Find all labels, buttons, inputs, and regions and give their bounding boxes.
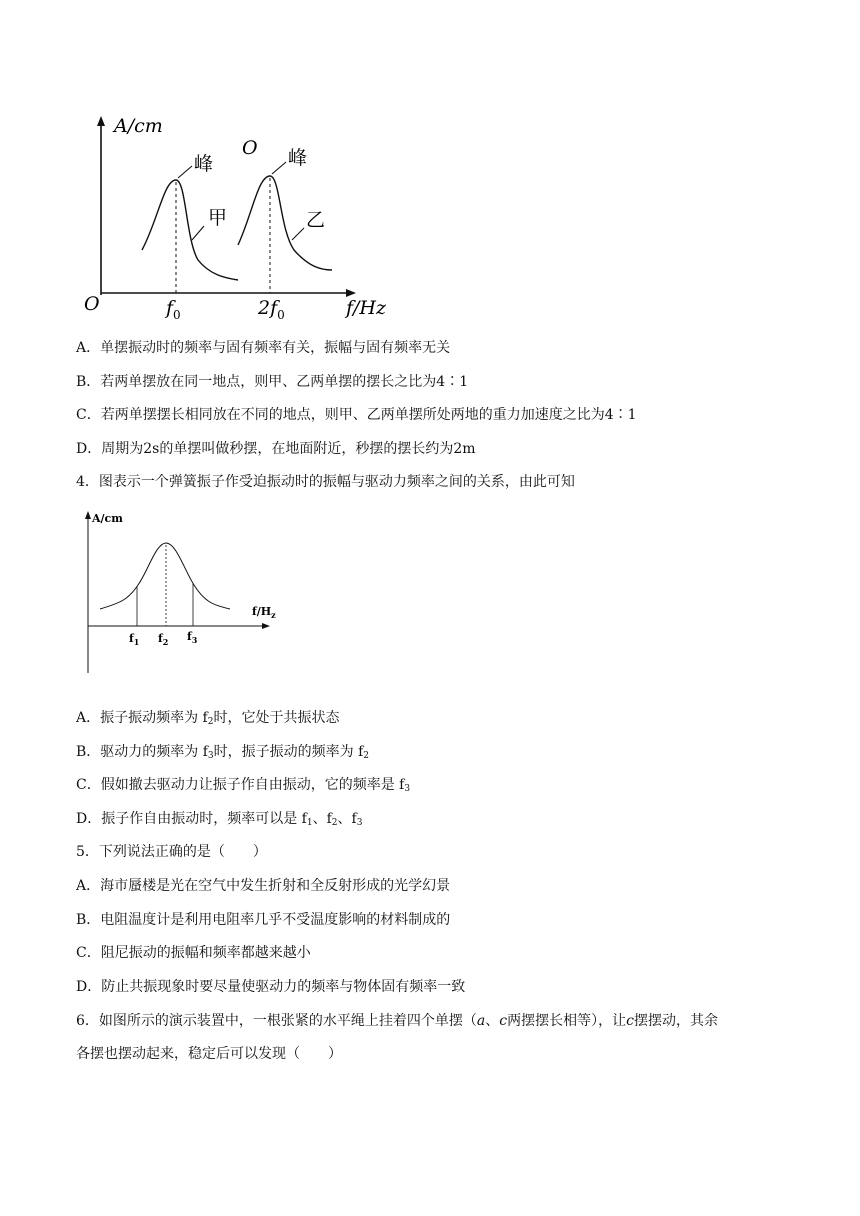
resonance-figure-2 — [80, 505, 280, 680]
resonance-curve — [100, 543, 230, 609]
x-axis-arrow — [346, 289, 356, 297]
tick-label-f0: $f_0$ — [166, 297, 181, 322]
peak-label-left: 峰 — [194, 153, 214, 175]
q4-option-b: B．驱动力的频率为 $f_3$时，振子振动的频率为 $f_2$ — [76, 744, 370, 761]
leader-peak-left — [178, 166, 192, 178]
y-axis-label: A/cm — [92, 512, 123, 525]
peak-label-right: 峰 — [288, 147, 308, 169]
q5-stem: 5．下列说法正确的是（ ） — [76, 844, 267, 860]
q6-stem-line-2: 各摆也摆动起来，稳定后可以发现（ ） — [76, 1046, 342, 1062]
y-axis-arrow — [97, 116, 105, 126]
y-axis-label: A/cm — [114, 115, 163, 137]
q4-option-d: D．振子作自由振动时，频率可以是 $f_1$、$f_2$、$f_3$ — [76, 811, 363, 828]
tick-label-f3: $f_3$ — [187, 630, 198, 645]
q3-option-b: B．若两单摆放在同一地点，则甲、乙两单摆的摆长之比为4∶1 — [76, 374, 469, 390]
q5-option-a: A．海市蜃楼是光在空气中发生折射和全反射形成的光学幻景 — [76, 878, 451, 894]
q4-option-a: A．振子振动频率为 $f_2$时，它处于共振状态 — [76, 710, 340, 727]
q3-option-d: D．周期为2s的单摆叫做秒摆，在地面附近，秒摆的摆长约为2m — [76, 441, 476, 457]
origin-label: O — [84, 293, 100, 315]
q6-stem-line-1: 6．如图所示的演示装置中，一根张紧的水平绳上挂着四个单摆（a、c两摆摆长相等），让c摆摆动，其余 — [76, 1013, 718, 1029]
curve-label-jia: 甲 — [208, 207, 228, 229]
x-axis-arrow — [262, 623, 270, 629]
x-axis-label: $f/H_z$ — [252, 605, 276, 620]
resonance-figure-1 — [80, 110, 410, 325]
leader-yi — [292, 228, 304, 240]
q5-option-d: D．防止共振现象时要尽量使驱动力的频率与物体固有频率一致 — [76, 979, 466, 995]
tick-label-f2: $f_2$ — [158, 632, 169, 647]
q5-option-c: C．阻尼振动的振幅和频率都越来越小 — [76, 945, 311, 961]
q4-option-c: C．假如撤去驱动力让振子作自由振动，它的频率是 $f_3$ — [76, 777, 411, 794]
leader-jia — [192, 226, 204, 240]
q3-option-a: A．单摆振动时的频率与固有频率有关，振幅与固有频率无关 — [76, 340, 451, 356]
y-axis-arrow — [85, 511, 91, 519]
curve-label-yi: 乙 — [306, 209, 326, 231]
leader-peak-right — [272, 162, 286, 174]
q5-option-b: B．电阻温度计是利用电阻率几乎不受温度影响的材料制成的 — [76, 912, 451, 928]
origin-label-top: O — [242, 137, 258, 159]
tick-label-f1: $f_1$ — [129, 632, 140, 647]
curve-jia — [142, 180, 238, 280]
q3-option-c: C．若两单摆摆长相同放在不同的地点，则甲、乙两单摆所处两地的重力加速度之比为4∶1 — [76, 407, 637, 423]
tick-label-2f0: $2f_0$ — [258, 297, 285, 322]
q4-stem: 4．图表示一个弹簧振子作受迫振动时的振幅与驱动力频率之间的关系，由此可知 — [76, 474, 575, 490]
x-axis-label: f/Hz — [346, 297, 387, 319]
